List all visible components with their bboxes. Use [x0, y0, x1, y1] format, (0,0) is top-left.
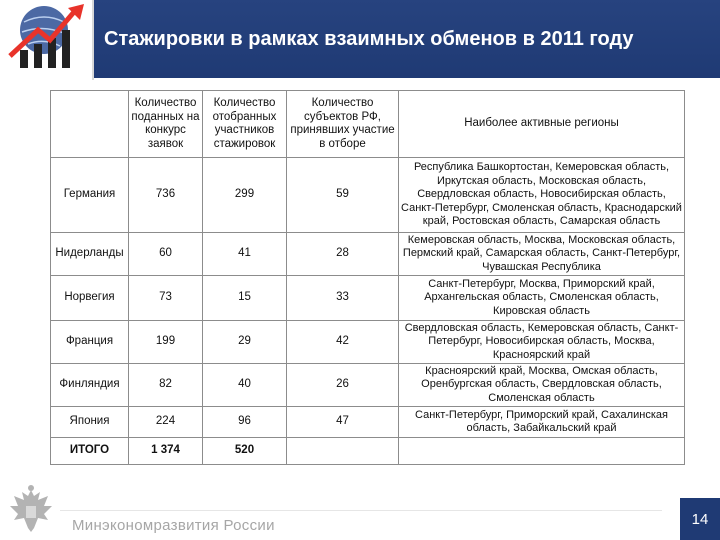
growth-chart-globe-icon [0, 0, 92, 80]
double-headed-eagle-icon [4, 484, 58, 538]
subjects-cell: 42 [287, 321, 399, 364]
page-number: 14 [680, 498, 720, 540]
applications-cell: 736 [129, 158, 203, 233]
applications-cell: 82 [129, 364, 203, 407]
column-header-selected: Количество отобранных участников стажировок [203, 91, 287, 158]
subjects-cell: 33 [287, 276, 399, 321]
table-row [51, 276, 685, 321]
country-cell: Германия [51, 158, 129, 233]
regions-cell: Кемеровская область, Москва, Московская область, Пермский край, Самарская область, Санкт-Петербург, Чувашская Республика [399, 233, 685, 276]
logo [0, 0, 94, 80]
selected-cell: 96 [203, 407, 287, 438]
selected-cell: 40 [203, 364, 287, 407]
total-applications: 1 374 [129, 438, 203, 465]
subjects-cell: 28 [287, 233, 399, 276]
table-row [51, 407, 685, 438]
applications-cell: 73 [129, 276, 203, 321]
table-row [51, 364, 685, 407]
exchange-table [50, 90, 685, 465]
country-cell: Япония [51, 407, 129, 438]
regions-cell: Красноярский край, Москва, Омская область, Оренбургская область, Свердловская область, Смоленская область [399, 364, 685, 407]
country-cell: Финляндия [51, 364, 129, 407]
selected-cell: 15 [203, 276, 287, 321]
regions-cell: Санкт-Петербург, Москва, Приморский край, Архангельская область, Смоленская область, Кировская область [399, 276, 685, 321]
subjects-cell: 59 [287, 158, 399, 233]
applications-cell: 199 [129, 321, 203, 364]
column-header-country [51, 91, 129, 158]
total-row [51, 438, 685, 465]
footer-divider [60, 510, 662, 511]
total-subjects [287, 438, 399, 465]
regions-cell: Санкт-Петербург, Приморский край, Сахалинская область, Забайкальский край [399, 407, 685, 438]
column-header-subjects: Количество субъектов РФ, принявших участие в отборе [287, 91, 399, 158]
total-regions [399, 438, 685, 465]
selected-cell: 29 [203, 321, 287, 364]
column-header-regions: Наиболее активные регионы [399, 91, 685, 158]
country-cell: Норвегия [51, 276, 129, 321]
column-header-applications: Количество поданных на конкурс заявок [129, 91, 203, 158]
page-title: Стажировки в рамках взаимных обменов в 2011 году [104, 28, 634, 50]
applications-cell: 224 [129, 407, 203, 438]
organization-name: Минэкономразвития России [72, 517, 275, 534]
country-cell: Франция [51, 321, 129, 364]
table-row [51, 158, 685, 233]
slide-header [0, 0, 720, 78]
table-row [51, 233, 685, 276]
total-selected: 520 [203, 438, 287, 465]
selected-cell: 41 [203, 233, 287, 276]
regions-cell: Свердловская область, Кемеровская область, Санкт-Петербург, Новосибирская область, Москва, Красноярский край [399, 321, 685, 364]
table-row [51, 321, 685, 364]
table-header-row [51, 91, 685, 158]
selected-cell: 299 [203, 158, 287, 233]
subjects-cell: 47 [287, 407, 399, 438]
subjects-cell: 26 [287, 364, 399, 407]
total-label: ИТОГО [51, 438, 129, 465]
applications-cell: 60 [129, 233, 203, 276]
regions-cell: Республика Башкортостан, Кемеровская область, Иркутская область, Московская область, Свердловская область, Новосибирская область, Санкт-Петербург, Смоленская область, Краснодарский край, Ростовская область, Самарская область [399, 158, 685, 233]
country-cell: Нидерланды [51, 233, 129, 276]
